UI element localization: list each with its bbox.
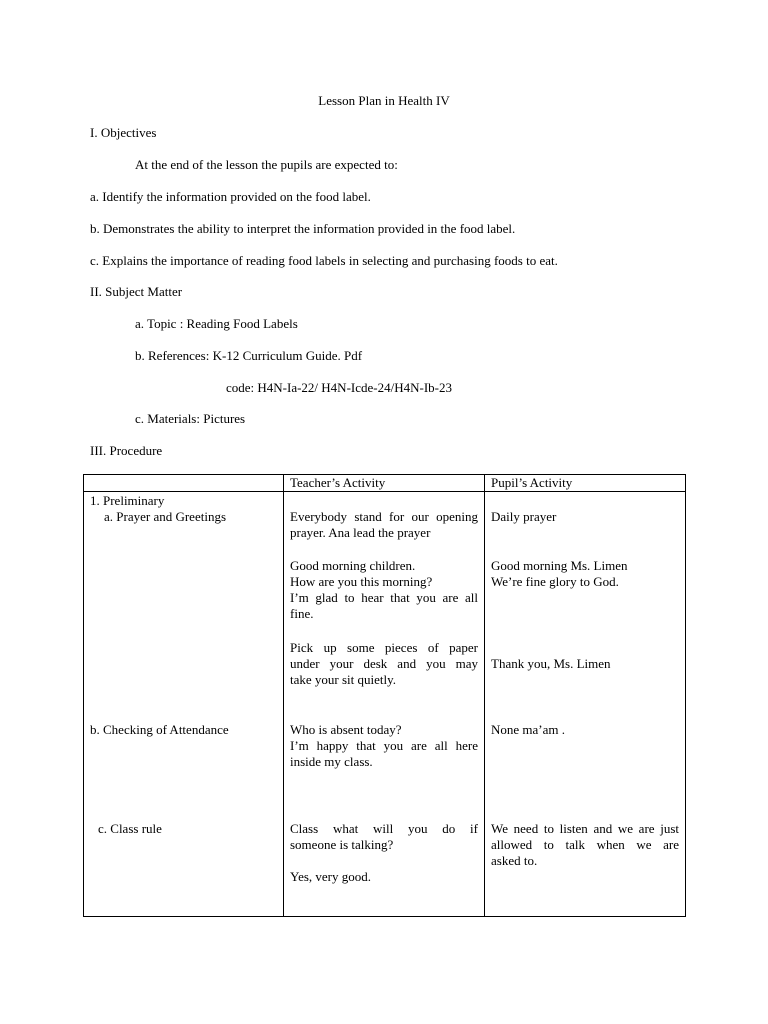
subject-topic: a. Topic : Reading Food Labels [135, 316, 298, 331]
teacher-attendance-line: I’m happy that you are all here [290, 738, 478, 753]
preliminary-label: 1. Preliminary [90, 493, 165, 508]
teacher-instruction-line: take your sit quietly. [290, 672, 397, 687]
teacher-instruction-line: under your desk and you may [290, 656, 478, 671]
attendance-label: b. Checking of Attendance [90, 722, 229, 737]
subject-references: b. References: K-12 Curriculum Guide. Pdf [135, 348, 363, 363]
table-header-cell [84, 475, 284, 492]
pupil-response-line: We’re fine glory to God. [491, 574, 619, 589]
objective-item-c: c. Explains the importance of reading food labels in selecting and purchasing foods to eat. [90, 253, 558, 268]
subject-materials: c. Materials: Pictures [135, 411, 246, 426]
teacher-greeting-line: How are you this morning? [290, 574, 433, 589]
objectives-heading: I. Objectives [90, 125, 157, 140]
class-rule-label: c. Class rule [98, 821, 162, 836]
pupil-response-line: We need to listen and we are just [491, 821, 679, 836]
teacher-instruction-line: Pick up some pieces of paper [290, 640, 478, 655]
objective-item-b: b. Demonstrates the ability to interpret the information provided in the food label. [90, 221, 516, 236]
teacher-rule-line: Class what will you do if [290, 821, 478, 836]
subject-code: code: H4N-Ia-22/ H4N-Icde-24/H4N-Ib-23 [226, 380, 452, 395]
page-title: Lesson Plan in Health IV [318, 93, 450, 108]
table-cell-pupil [485, 492, 686, 917]
procedure-heading: III. Procedure [90, 443, 163, 458]
table-header-cell: Teacher’s Activity [284, 475, 485, 492]
teacher-greeting-line: Good morning children. [290, 558, 416, 573]
teacher-rule-line: Yes, very good. [290, 869, 372, 884]
table-cell-teacher [284, 492, 485, 917]
objectives-intro: At the end of the lesson the pupils are expected to: [135, 157, 398, 172]
procedure-table [83, 474, 686, 917]
teacher-greeting-line: I’m glad to hear that you are all [290, 590, 478, 605]
table-row [84, 492, 686, 917]
objective-item-a: a. Identify the information provided on the food label. [90, 189, 371, 204]
teacher-attendance-line: Who is absent today? [290, 722, 402, 737]
teacher-prayer-line: Everybody stand for our opening [290, 509, 478, 524]
table-cell-step [84, 492, 284, 917]
pupil-response-line: Daily prayer [491, 509, 557, 524]
teacher-attendance-line: inside my class. [290, 754, 373, 769]
teacher-rule-line: someone is talking? [290, 837, 394, 852]
pupil-response-line: None ma’am . [491, 722, 566, 737]
pupil-response-line: Good morning Ms. Limen [491, 558, 628, 573]
pupil-response-line: allowed to talk when we are [491, 837, 679, 852]
subject-matter-heading: II. Subject Matter [90, 284, 183, 299]
pupil-response-line: asked to. [491, 853, 538, 868]
teacher-greeting-line: fine. [290, 606, 314, 621]
teacher-prayer-line: prayer. Ana lead the prayer [290, 525, 431, 540]
table-header-cell: Pupil’s Activity [485, 475, 686, 492]
pupil-response-line: Thank you, Ms. Limen [491, 656, 611, 671]
prayer-greetings-label: a. Prayer and Greetings [104, 509, 227, 524]
table-header-row [84, 475, 686, 492]
